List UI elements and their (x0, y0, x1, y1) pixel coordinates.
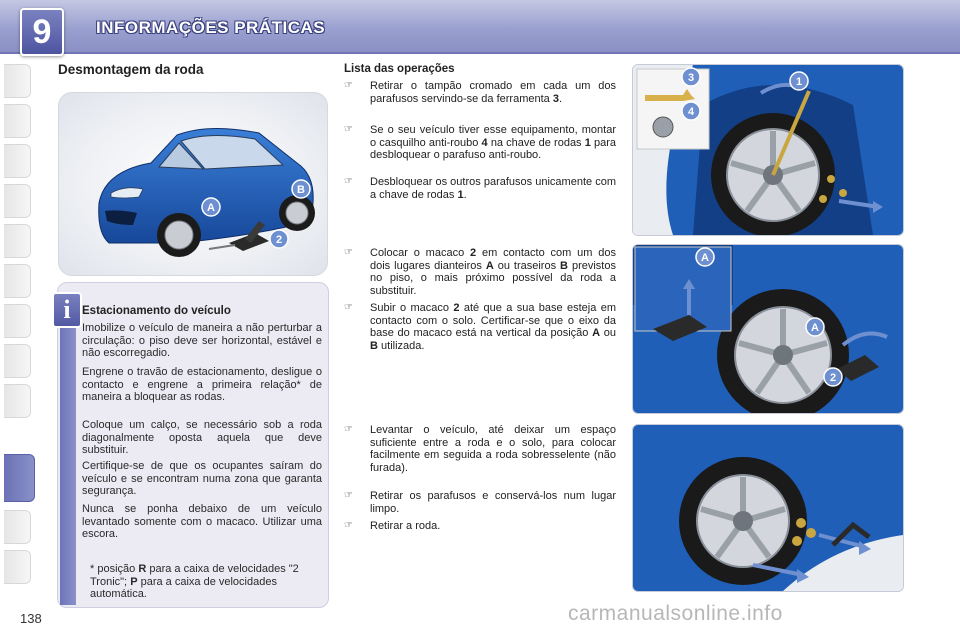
pointing-hand-icon: ☞ (344, 247, 353, 258)
info-icon: i (52, 292, 82, 328)
photo-remove-wheel (632, 424, 904, 592)
label-a-marker (806, 318, 824, 336)
pointing-hand-icon: ☞ (344, 520, 353, 531)
side-tab[interactable] (4, 510, 31, 544)
header-divider (0, 52, 960, 54)
chapter-number-badge: 9 (20, 8, 64, 56)
side-tab[interactable] (4, 104, 31, 138)
section-title: Desmontagem da roda (58, 62, 204, 77)
side-tab[interactable] (4, 264, 31, 298)
label-a-marker (202, 198, 220, 216)
svg-text:3: 3 (687, 72, 695, 84)
info-paragraph: Imobilize o veículo de maneira a não perturbar a circulação: o piso deve ser horizontal, estável e não escorregadio. (82, 322, 322, 359)
car-illustration (59, 93, 327, 275)
pointing-hand-icon: ☞ (344, 302, 353, 313)
svg-text:A: A (207, 202, 215, 214)
side-tab[interactable] (4, 144, 31, 178)
watermark: carmanualsonline.info (568, 602, 783, 625)
info-paragraph: Coloque um calço, se necessário sob a roda diagonalmente oposta aquela que deve substituir. (82, 419, 322, 456)
info-footnote: * posição R para a caixa de velocidades "2 Tronic"; P para a caixa de velocidades automática. (90, 563, 299, 600)
side-tab[interactable] (4, 64, 31, 98)
pointing-hand-icon: ☞ (344, 424, 353, 435)
operations-title: Lista das operações (344, 63, 455, 75)
svg-text:A: A (701, 252, 709, 264)
svg-text:2: 2 (275, 234, 283, 246)
operation-item: ☞ Retirar o tampão cromado em cada um dos parafusos servindo-se da ferramenta 3. (344, 80, 616, 105)
info-box-title: Estacionamento do veículo (82, 305, 231, 317)
side-tab[interactable] (4, 344, 31, 378)
label-2-marker (270, 230, 288, 248)
side-tab[interactable] (4, 550, 31, 584)
operation-item: ☞ Se o seu veículo tiver esse equipamento, montar o casquilho anti-roubo 4 na chave de rodas 1 para desbloquear o parafuso anti-roubo. (344, 124, 616, 161)
info-paragraph: Certifique-se de que os ocupantes saíram do veículo e se encontram numa zona que garanta segurança. (82, 460, 322, 497)
side-tab[interactable] (4, 224, 31, 258)
side-tab[interactable] (4, 304, 31, 338)
pointing-hand-icon: ☞ (344, 176, 353, 187)
photo-loosen-bolts (632, 64, 904, 236)
label-a-marker (696, 248, 714, 266)
svg-text:1: 1 (795, 76, 803, 88)
side-tab-active[interactable] (4, 454, 35, 502)
info-paragraph: Nunca se ponha debaixo de um veículo levantado somente com o macaco. Utilizar uma escora. (82, 503, 322, 540)
side-tab[interactable] (4, 384, 31, 418)
page-number: 138 (20, 611, 42, 626)
car-jack-diagram (58, 92, 328, 276)
pointing-hand-icon: ☞ (344, 490, 353, 501)
label-b-marker (292, 180, 310, 198)
info-paragraph: Engrene o travão de estacionamento, desligue o contacto e engrene a primeira relação* de maneira a bloquear as rodas. (82, 366, 322, 403)
label-3-marker (682, 68, 700, 86)
pointing-hand-icon: ☞ (344, 124, 353, 135)
label-1-marker (790, 72, 808, 90)
operation-item: ☞ Levantar o veículo, até deixar um espaço suficiente entre a roda e o solo, para colocar facilmente em seguida a roda sobresselente (não furada). (344, 424, 616, 474)
pointing-hand-icon: ☞ (344, 80, 353, 91)
operation-item: ☞ Subir o macaco 2 até que a sua base esteja em contacto com o solo. Certificar-se que o eixo da base do macaco está na vertical da posição A ou B utilizada. (344, 302, 616, 352)
chapter-side-tabs (0, 64, 34, 584)
side-tab[interactable] (4, 184, 31, 218)
chapter-title: INFORMAÇÕES PRÁTICAS (96, 18, 326, 37)
photo-jack-placement (632, 244, 904, 414)
label-4-marker (682, 102, 700, 120)
operation-item: ☞ Retirar a roda. (344, 520, 441, 532)
svg-text:4: 4 (687, 106, 695, 118)
svg-text:B: B (297, 184, 305, 196)
svg-text:2: 2 (829, 372, 837, 384)
svg-text:A: A (811, 322, 819, 334)
operation-item: ☞ Colocar o macaco 2 em contacto com um dos dois lugares dianteiros A ou traseiros B previstos no piso, o mais próximo possível da roda a substituir. (344, 247, 617, 297)
info-accent-bar (60, 300, 76, 605)
operation-item: ☞ Retirar os parafusos e conservá-los num lugar limpo. (344, 490, 616, 515)
label-2-marker (824, 368, 842, 386)
operation-item: ☞ Desbloquear os outros parafusos unicamente com a chave de rodas 1. (344, 176, 616, 201)
